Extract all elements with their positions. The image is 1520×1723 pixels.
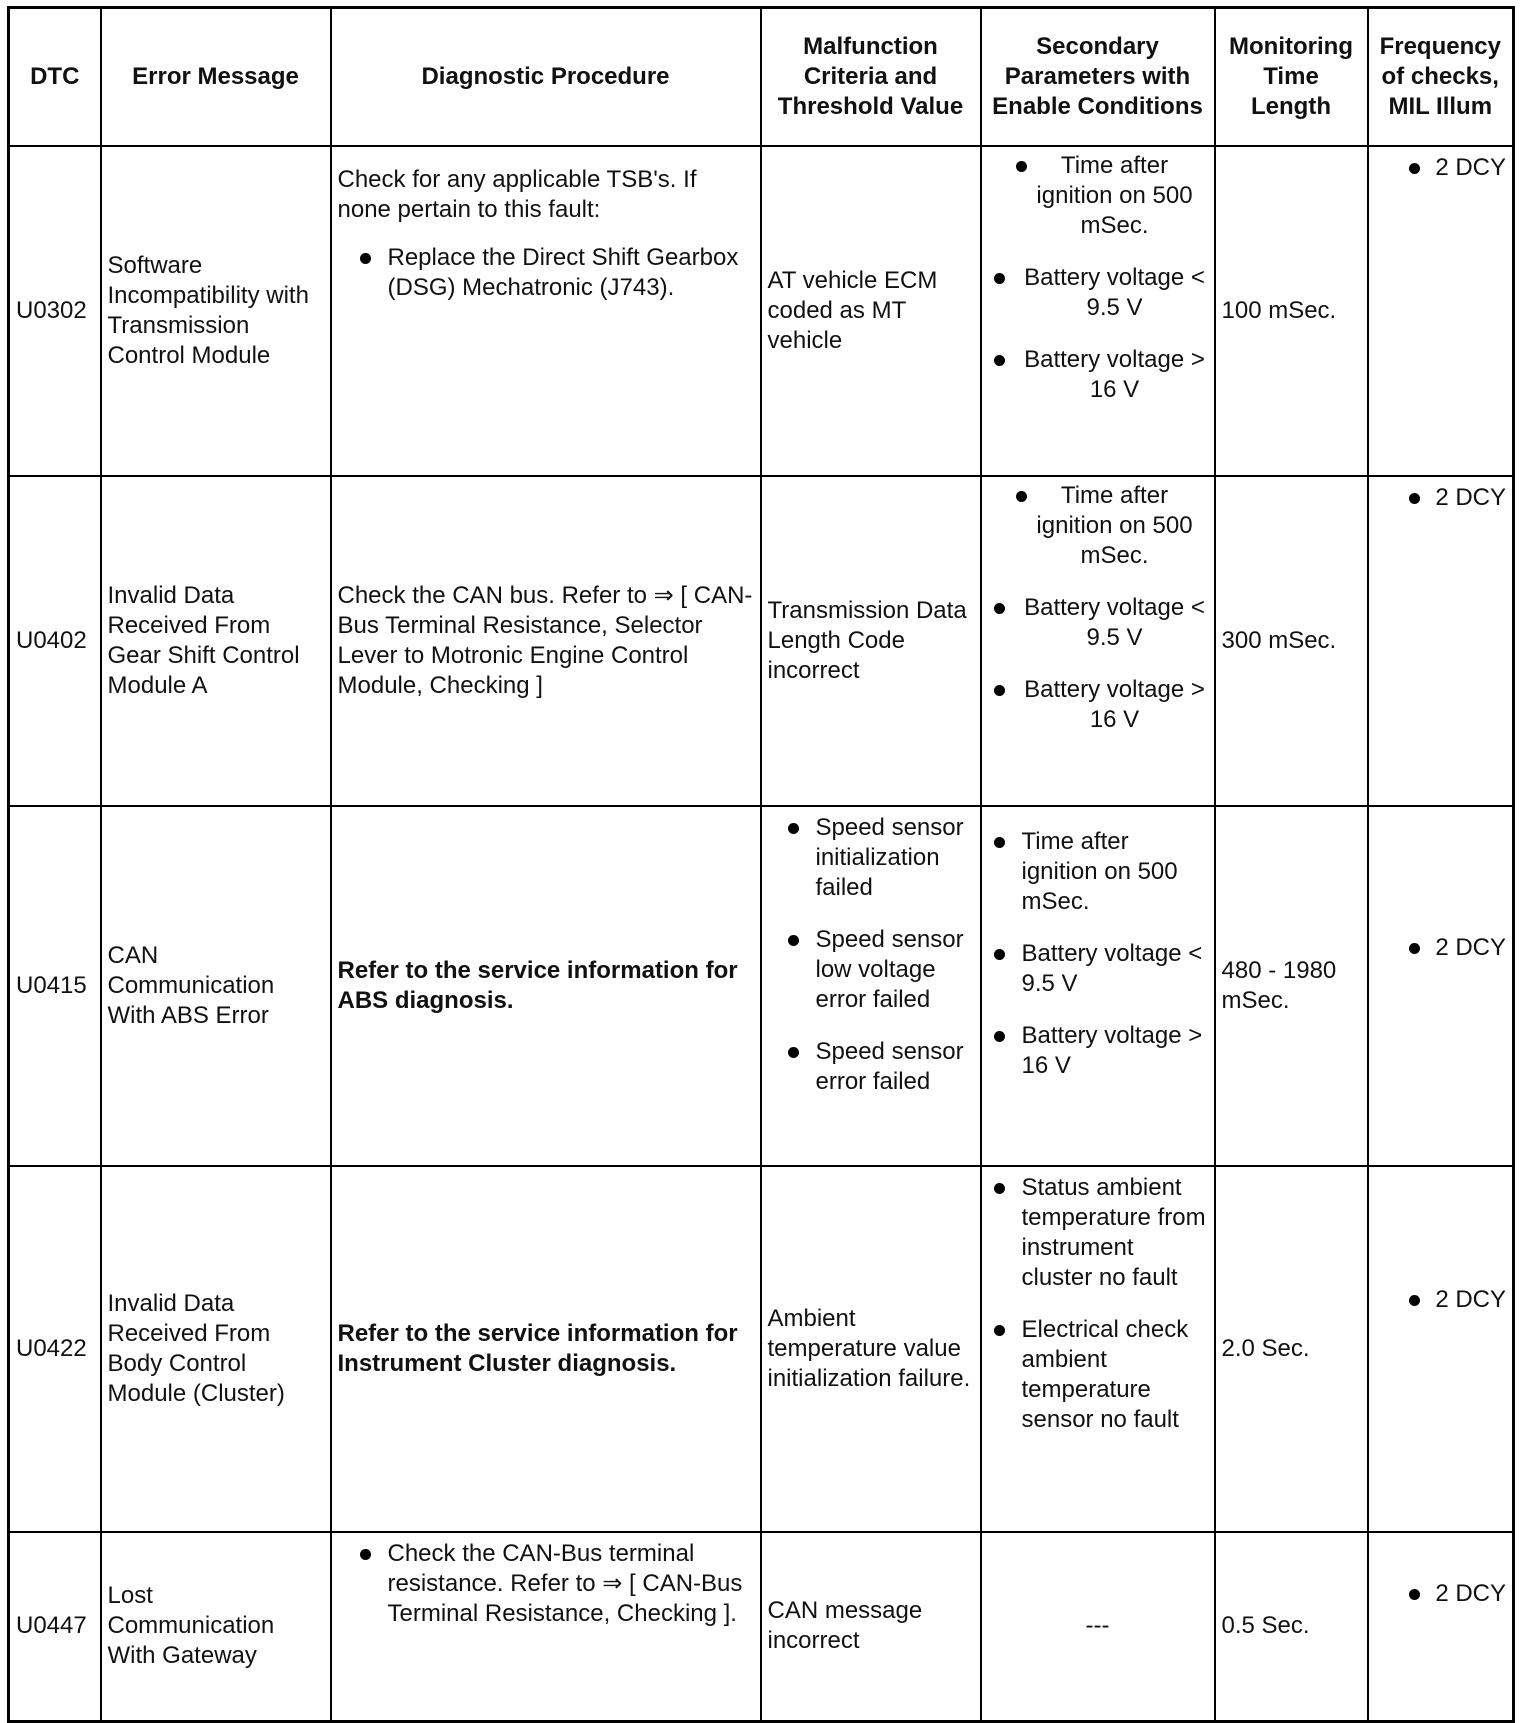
malfunction-list [768,813,974,1097]
secondary-parameters [981,146,1215,476]
dtc-table [7,6,1515,1723]
error-message: Software Incompatibility with Transmission Control Module [101,146,331,476]
diagnostic-procedure: Refer to the service information for Instrument Cluster diagnosis. [331,1166,761,1532]
dtc-code: U0422 [9,1166,101,1532]
malfunction-item: Speed sensor error failed [782,1037,974,1097]
frequency-value: 2 DCY [1405,153,1506,183]
malfunction-item: Speed sensor initialization failed [782,813,974,903]
header-frequency: Frequency of checks, MIL Illum [1368,8,1514,146]
secondary-item: Battery voltage < 9.5 V [988,939,1208,999]
header-malfunction: Malfunction Criteria and Threshold Value [761,8,981,146]
header-row [9,8,1514,146]
error-message: Invalid Data Received From Gear Shift Control Module A [101,476,331,806]
secondary-item: Battery voltage > 16 V [988,345,1208,405]
procedure-bullet: Replace the Direct Shift Gearbox (DSG) Mechatronic (J743). [354,243,754,303]
procedure-list [338,1539,754,1629]
monitoring-time: 100 mSec. [1215,146,1368,476]
secondary-item: Status ambient temperature from instrument cluster no fault [988,1173,1208,1293]
secondary-item: Electrical check ambient temperature sensor no fault [988,1315,1208,1435]
header-error-message: Error Message [101,8,331,146]
table-row [9,1532,1514,1722]
secondary-parameters [981,806,1215,1166]
procedure-intro: Check for any applicable TSB's. If none pertain to this fault: [337,165,697,223]
diagnostic-procedure: Check the CAN bus. Refer to ⇒ [ CAN-Bus Terminal Resistance, Selector Lever to Motronic Engine Control Module, Checking ] [331,476,761,806]
table-row [9,806,1514,1166]
frequency-value: 2 DCY [1405,933,1506,963]
secondary-parameters [981,476,1215,806]
monitoring-time: 480 - 1980 mSec. [1215,806,1368,1166]
dtc-code: U0447 [9,1532,101,1722]
frequency-value: 2 DCY [1405,1285,1506,1315]
secondary-item: Battery voltage < 9.5 V [988,263,1208,323]
error-message: Invalid Data Received From Body Control Module (Cluster) [101,1166,331,1532]
frequency-cell [1368,806,1514,1166]
secondary-list [988,481,1208,735]
header-dtc: DTC [9,8,101,146]
header-secondary: Secondary Parameters with Enable Conditions [981,8,1215,146]
dtc-code: U0402 [9,476,101,806]
secondary-list [988,1173,1208,1435]
error-message: Lost Communication With Gateway [101,1532,331,1722]
malfunction-criteria: Transmission Data Length Code incorrect [761,476,981,806]
table-row [9,476,1514,806]
error-message: CAN Communication With ABS Error [101,806,331,1166]
secondary-item: Battery voltage > 16 V [988,675,1208,735]
malfunction-criteria: Ambient temperature value initialization failure. [761,1166,981,1532]
header-monitoring: Monitoring Time Length [1215,8,1368,146]
secondary-parameters: --- [981,1532,1215,1722]
secondary-item: Time after ignition on 500 mSec. [988,151,1208,241]
frequency-value: 2 DCY [1405,483,1506,513]
secondary-item: Time after ignition on 500 mSec. [988,827,1208,917]
frequency-cell [1368,1532,1514,1722]
procedure-bullet: Check the CAN-Bus terminal resistance. Refer to ⇒ [ CAN-Bus Terminal Resistance, Checking ]. [354,1539,754,1629]
secondary-item: Battery voltage > 16 V [988,1021,1208,1081]
malfunction-criteria: CAN message incorrect [761,1532,981,1722]
diagnostic-procedure [331,1532,761,1722]
malfunction-item: Speed sensor low voltage error failed [782,925,974,1015]
secondary-list [988,827,1208,1081]
monitoring-time: 300 mSec. [1215,476,1368,806]
table-row [9,146,1514,476]
dtc-code: U0415 [9,806,101,1166]
frequency-cell [1368,1166,1514,1532]
secondary-parameters [981,1166,1215,1532]
secondary-list [988,151,1208,405]
frequency-value: 2 DCY [1405,1579,1506,1609]
frequency-cell [1368,476,1514,806]
monitoring-time: 2.0 Sec. [1215,1166,1368,1532]
diagnostic-procedure: Refer to the service information for ABS diagnosis. [331,806,761,1166]
secondary-item: Time after ignition on 500 mSec. [988,481,1208,571]
malfunction-criteria [761,806,981,1166]
malfunction-criteria: AT vehicle ECM coded as MT vehicle [761,146,981,476]
table-row [9,1166,1514,1532]
diagnostic-procedure [331,146,761,476]
header-diagnostic-procedure: Diagnostic Procedure [331,8,761,146]
secondary-item: Battery voltage < 9.5 V [988,593,1208,653]
frequency-cell [1368,146,1514,476]
procedure-list [338,243,754,303]
dtc-code: U0302 [9,146,101,476]
monitoring-time: 0.5 Sec. [1215,1532,1368,1722]
